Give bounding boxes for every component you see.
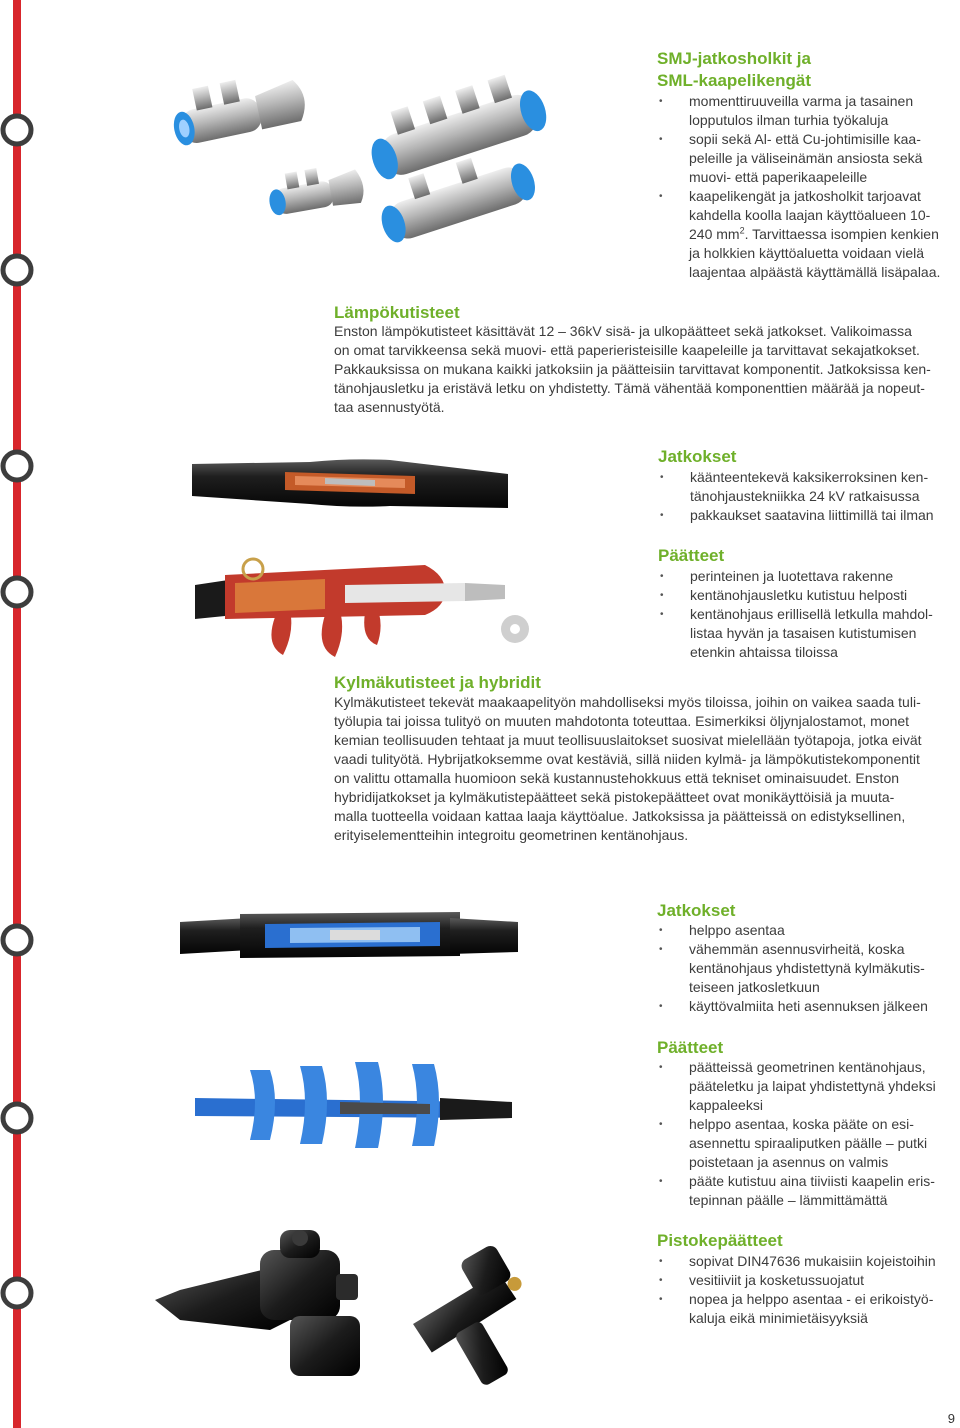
list-item: • päätteissä geometrinen kentänohjaus, pääteletku ja laipat yhdistettynä yhdeksi kappaleeksi (657, 1058, 957, 1115)
list-item: • sopivat DIN47636 mukaisiin kojeistoihin (657, 1252, 957, 1271)
rail-station-icon (3, 578, 31, 606)
list-item: • pääte kutistuu aina tiiviisti kaapelin eris- tepinnan päälle – lämmittämättä (657, 1172, 957, 1210)
smj-bullet-list (657, 92, 957, 282)
kylma-jatkokset-list (657, 921, 957, 1016)
list-item: • kentänohjaus erillisellä letkulla mahdol- listaa hyvän ja tasaisen kutistumisen etenkin ahtaissa tiloissa (658, 605, 958, 662)
pistokepaatteet-list (657, 1252, 957, 1328)
smj-title (657, 48, 811, 92)
lampo-paatteet-list (658, 567, 958, 662)
kylmakutisteet-paragraph: Kylmäkutisteet tekevät maakaapelityön mahdolliseksi myös tiloissa, joihin on vaikea saada tuli- työlupia tai joissa tulityö on muuten mahdotonta toteuttaa. Esimerkiksi öljynjalostamot, monet kemian teollisuuden tehtaat ja muut teollisuuslaitokset suosivat mielellään työtapoja, jotka eivät vaadi tulityötä. Hybrijatkoksemme ovat kestäviä, sillä niiden kylmä- ja lämpökutistekomponentit on valittu ottamalla huomioon sekä kustannustehokkuus että tekniset ominaisuudet. Enston hybridijatkokset ja kylmäkutistepäätteet sekä pistokepäätteet ovat monikäyttöisiä ja muuta- malla tuotteella voidaan kattaa laaja käyttöalue. Jatkoksissa ja päätteissä on edistyksellinen, erityiselementteihin integroitu geometrinen kentänohjaus. (334, 694, 922, 843)
smj-title-line1: SMJ-jatkosholkit ja (657, 49, 811, 68)
lampo-jatkokset-title: Jatkokset (658, 447, 737, 466)
list-item: • käänteentekevä kaksikerroksinen ken- tänohjaustekniikka 24 kV ratkaisussa (658, 468, 958, 506)
list-item: • perinteinen ja luotettava rakenne (658, 567, 958, 586)
lampo-jatkokset-list (658, 468, 958, 525)
lampo-paatteet-title: Päätteet (658, 546, 725, 565)
list-item: • helppo asentaa, koska pääte on esi- asennettu spiraaliputken päälle – putki poistetaan ja asennus on valmis (657, 1115, 957, 1172)
list-item: • momenttiruuveilla varma ja tasainen lopputulos ilman turhia työkaluja (657, 92, 957, 130)
list-item: • vesitiiviit ja kosketussuojatut (657, 1271, 957, 1290)
list-item: • vähemmän asennusvirheitä, koska kentänohjaus yhdistettynä kylmäkutis- teiseen jatkosletkuun (657, 940, 957, 997)
connectors-image (168, 52, 548, 262)
list-item: • kaapelikengät ja jatkosholkit tarjoavat kahdella koolla laajan käyttöalueen 10- 240 $mm^2$. Tarvittaessa isompien kenkien ja holkkien käyttöaluetta voidaan vielä laajentaa alpäästä käyttämällä lisäpalaa. (657, 187, 957, 282)
lampokutisteet-title: Lämpökutisteet (334, 303, 460, 322)
list-item: • helppo asentaa (657, 921, 957, 940)
page-number: 9 (947, 1411, 955, 1426)
list-item: • käyttövalmiita heti asennuksen jälkeen (657, 997, 957, 1016)
rail-station-icon (3, 256, 31, 284)
kylma-jatkokset-title: Jatkokset (657, 901, 736, 920)
heat-shrink-joint-image (190, 450, 510, 516)
plug-terminations-image (150, 1220, 550, 1390)
rail-station-icon (3, 1279, 31, 1307)
kylmakutisteet-title: Kylmäkutisteet ja hybridit (334, 673, 541, 692)
heat-shrink-termination-image (195, 535, 540, 675)
kylma-paatteet-title: Päätteet (657, 1038, 724, 1057)
rail-station-icon (3, 116, 31, 144)
rail-station-icon (3, 926, 31, 954)
rail-station-icon (3, 1104, 31, 1132)
list-item: • sopii sekä Al- että Cu-johtimisille kaa- peleille ja väliseinämän ansiosta sekä muovi- että paperikaapeleille (657, 130, 957, 187)
lampokutisteet-paragraph: Enston lämpökutisteet käsittävät 12 – 36kV sisä- ja ulkopäätteet sekä jatkokset. Valikoimassa on omat tarvikkeensa sekä muovi- että paperieristeisille kaapeleille ja tarvittavat sekajatkokset. Pakkauksissa on mukana kaikki jatkoksiin ja päätteisiin tarvittavat komponentit. Jatkoksissa ken- tänohjausletku ja eristävä letku on yhdistetty. Tämä vähentää komponenttien määrää ja nopeut- taa asennustyötä. (334, 323, 931, 415)
pistokepaatteet-title: Pistokepäätteet (657, 1231, 783, 1250)
list-item: • pakkaukset saatavina liittimillä tai ilman (658, 506, 958, 525)
rail-station-icon (3, 452, 31, 480)
cold-shrink-joint-image (180, 900, 520, 970)
cold-shrink-termination-image (190, 1040, 520, 1170)
smj-title-line2: SML-kaapelikengät (657, 71, 811, 90)
list-item: • nopea ja helppo asentaa - ei erikoistyö- kaluja eikä minimietäisyyksiä (657, 1290, 957, 1328)
list-item: • kentänohjausletku kutistuu helposti (658, 586, 958, 605)
kylma-paatteet-list (657, 1058, 957, 1210)
